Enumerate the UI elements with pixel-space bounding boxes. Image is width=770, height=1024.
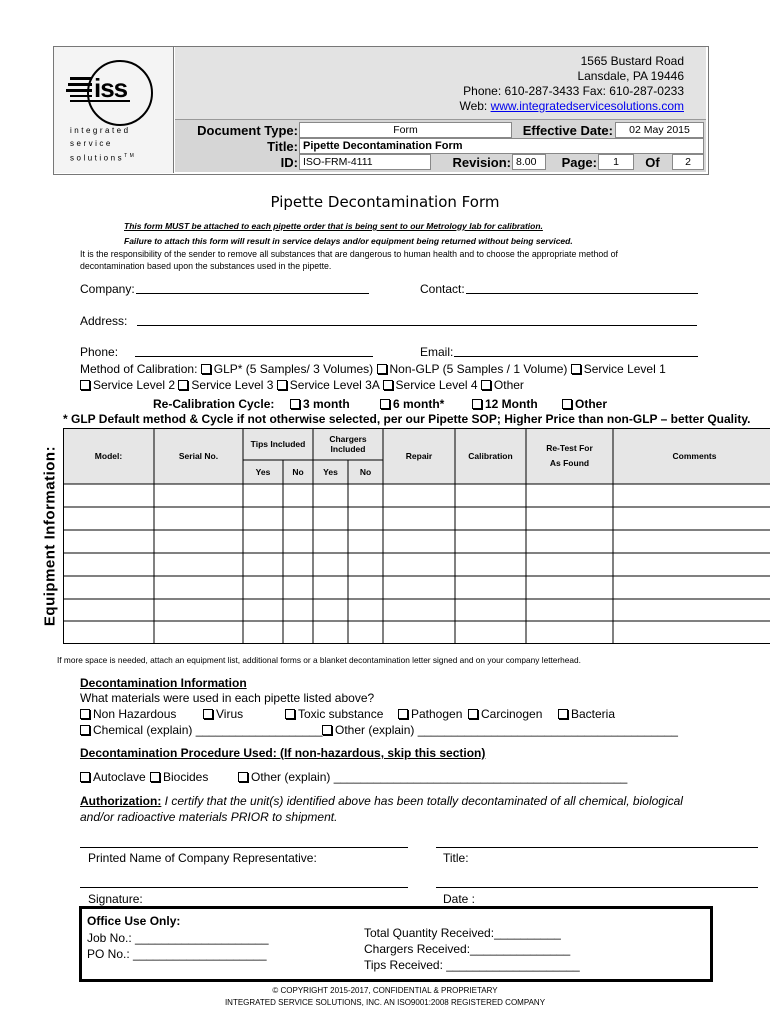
material-option[interactable]: Virus <box>203 707 243 721</box>
checkbox-icon <box>80 380 90 390</box>
failure-note: Failure to attach this form will result in service delays and/or equipment being returned without being serviced. <box>124 236 573 246</box>
title-line[interactable] <box>436 847 758 848</box>
company-logo <box>54 47 174 173</box>
address-city: Lansdale, PA 19446 <box>577 69 684 83</box>
method-option[interactable]: Non-GLP (5 Samples / 1 Volume) <box>377 362 568 376</box>
address-label: Address: <box>80 314 128 328</box>
material-option[interactable]: Toxic substance <box>285 707 383 721</box>
job-number-field[interactable]: Job No.: ____________________ <box>87 931 269 945</box>
checkbox-icon <box>277 380 287 390</box>
method-option[interactable]: Other <box>481 378 524 392</box>
chargers-received-field[interactable]: Chargers Received:_______________ <box>364 942 571 956</box>
recal-option[interactable]: 6 month* <box>380 397 444 411</box>
title-value: Pipette Decontamination Form <box>299 138 704 154</box>
checkbox-icon <box>80 709 90 719</box>
col-comments: Comments <box>672 451 717 461</box>
recal-option[interactable]: Other <box>562 397 607 411</box>
checkbox-icon <box>150 772 160 782</box>
of-value: 2 <box>672 154 704 170</box>
checkbox-icon <box>562 399 572 409</box>
method-option[interactable]: GLP* (5 Samples/ 3 Volumes) <box>201 362 373 376</box>
address-field[interactable] <box>137 325 697 326</box>
equipment-table <box>63 428 770 644</box>
col-chargers-no: No <box>359 467 372 477</box>
date-label: Date : <box>443 892 476 906</box>
checkbox-icon <box>481 380 491 390</box>
footer-copyright: © COPYRIGHT 2015-2017, CONFIDENTIAL & PROPRIETARY <box>272 986 498 995</box>
method-option[interactable]: Service Level 1 <box>571 362 666 376</box>
effective-date-value: 02 May 2015 <box>615 122 704 138</box>
checkbox-icon <box>383 380 393 390</box>
revision-value: 8.00 <box>512 154 546 170</box>
checkbox-icon <box>571 364 581 374</box>
printed-name-line[interactable] <box>80 847 408 848</box>
po-number-field[interactable]: PO No.: ____________________ <box>87 947 267 961</box>
document-info-grid <box>175 120 706 172</box>
contact-field[interactable] <box>466 293 698 294</box>
checkbox-icon <box>201 364 211 374</box>
method-option[interactable]: Service Level 2 <box>80 378 175 392</box>
method-option[interactable]: Service Level 3 <box>178 378 273 392</box>
checkbox-icon <box>203 709 213 719</box>
checkbox-icon <box>80 725 90 735</box>
checkbox-icon <box>398 709 408 719</box>
recal-option[interactable]: 12 Month <box>472 397 538 411</box>
other-material-option[interactable]: Other (explain) _______________________________________ <box>322 723 678 737</box>
email-label: Email: <box>420 345 454 359</box>
checkbox-icon <box>322 725 332 735</box>
checkbox-icon <box>472 399 482 409</box>
id-value: ISO-FRM-4111 <box>299 154 431 170</box>
company-field[interactable] <box>136 293 369 294</box>
printed-name-label: Printed Name of Company Representative: <box>88 851 317 865</box>
signature-line[interactable] <box>80 887 408 888</box>
email-field[interactable] <box>454 356 698 357</box>
checkbox-icon <box>377 364 387 374</box>
glp-note: * GLP Default method & Cycle if not otherwise selected, per our Pipette SOP; Higher Price than non-GLP – better Quality. <box>63 412 751 426</box>
checkbox-icon <box>285 709 295 719</box>
decon-question: What materials were used in each pipette listed above? <box>80 691 375 705</box>
doc-type-label: Document Type: <box>197 123 298 138</box>
col-chargers: Chargers Included <box>329 434 367 454</box>
equipment-side-label: Equipment Information: <box>41 445 59 627</box>
col-model: Model: <box>94 451 123 461</box>
checkbox-icon <box>238 772 248 782</box>
form-title: Pipette Decontamination Form <box>270 193 500 211</box>
checkbox-icon <box>290 399 300 409</box>
col-chargers-yes: Yes <box>323 467 338 477</box>
method-of-calibration: Method of Calibration: GLP* (5 Samples/ 3 Volumes) Non-GLP (5 Samples / 1 Volume) Service Level 1 Service Level 2 Service Level 3 Service Level 3A Service Level 4 Other <box>80 362 666 392</box>
material-option[interactable]: Carcinogen <box>468 707 542 721</box>
authorization: Authorization: I certify that the unit(s) identified above has been totally decontaminated of all chemical, biological and/or radioactive materials PRIOR to shipment. <box>80 794 683 824</box>
phone-field[interactable] <box>135 356 373 357</box>
doc-type-value: Form <box>299 122 512 138</box>
col-tips: Tips Included <box>250 439 306 449</box>
signature-label: Signature: <box>88 892 143 906</box>
procedure-heading: Decontamination Procedure Used: (If non-hazardous, skip this section) <box>80 746 486 760</box>
recal-label: Re-Calibration Cycle: <box>153 397 275 411</box>
material-option[interactable]: Pathogen <box>398 707 462 721</box>
date-line[interactable] <box>436 887 758 888</box>
website-link[interactable]: www.integratedservicesolutions.com <box>490 99 684 113</box>
material-option[interactable]: Bacteria <box>558 707 615 721</box>
checkbox-icon <box>80 772 90 782</box>
checkbox-icon <box>558 709 568 719</box>
office-use-box <box>79 906 713 982</box>
title-sig-label: Title: <box>443 851 469 865</box>
website: Web: www.integratedservicesolutions.com <box>459 99 684 113</box>
chemical-option[interactable]: Chemical (explain) ___________________ <box>80 723 323 737</box>
recal-option[interactable]: 3 month <box>290 397 350 411</box>
revision-label: Revision: <box>452 155 511 170</box>
office-heading: Office Use Only: <box>87 914 181 928</box>
title-label: Title: <box>267 139 298 154</box>
checkbox-icon <box>468 709 478 719</box>
col-retest: Re-Test For As Found <box>546 443 593 468</box>
material-option[interactable]: Non Hazardous <box>80 707 176 721</box>
procedure-option[interactable]: Autoclave <box>80 770 146 784</box>
effective-date-label: Effective Date: <box>522 123 613 138</box>
checkbox-icon <box>178 380 188 390</box>
of-label: Of <box>645 155 660 170</box>
method-option[interactable]: Service Level 4 <box>383 378 478 392</box>
id-label: ID: <box>280 155 298 170</box>
more-space-note: If more space is needed, attach an equipment list, additional forms or a blanket decontamination letter signed and on your company letterhead. <box>57 655 581 665</box>
col-tips-yes: Yes <box>255 467 271 477</box>
procedure-option[interactable]: Other (explain) ____________________________________________ <box>238 770 627 784</box>
contact-label: Contact: <box>420 282 465 296</box>
procedure-option[interactable]: Biocides <box>150 770 208 784</box>
total-quantity-field[interactable]: Total Quantity Received:__________ <box>364 926 561 940</box>
attach-note: This form MUST be attached to each pipette order that is being sent to our Metrology lab for calibration. <box>124 221 543 231</box>
decon-heading: Decontamination Information <box>80 676 247 690</box>
logo-tagline: integrated service solutions™ <box>70 126 137 163</box>
company-label: Company: <box>80 282 135 296</box>
footer-company: INTEGRATED SERVICE SOLUTIONS, INC. AN ISO9001:2008 REGISTERED COMPANY <box>224 998 546 1007</box>
col-calibration: Calibration <box>468 451 513 461</box>
checkbox-icon <box>380 399 390 409</box>
phone-label: Phone: <box>80 345 119 359</box>
page-label: Page: <box>561 155 597 170</box>
page-value: 1 <box>598 154 634 170</box>
responsibility-text: It is the responsibility of the sender to remove all substances that are dangerous to human health and to choose the appropriate method of decontamination based upon the substances used in the pipette. <box>80 249 618 271</box>
col-tips-no: No <box>292 467 304 477</box>
logo-text: iss <box>94 73 128 103</box>
company-address <box>175 47 706 120</box>
tips-received-field[interactable]: Tips Received: ____________________ <box>364 958 580 972</box>
method-option[interactable]: Service Level 3A <box>277 378 379 392</box>
address-street: 1565 Bustard Road <box>580 54 684 68</box>
phone-fax: Phone: 610-287-3433 Fax: 610-287-0233 <box>463 84 684 98</box>
col-serial: Serial No. <box>178 451 219 461</box>
col-repair: Repair <box>405 451 433 461</box>
